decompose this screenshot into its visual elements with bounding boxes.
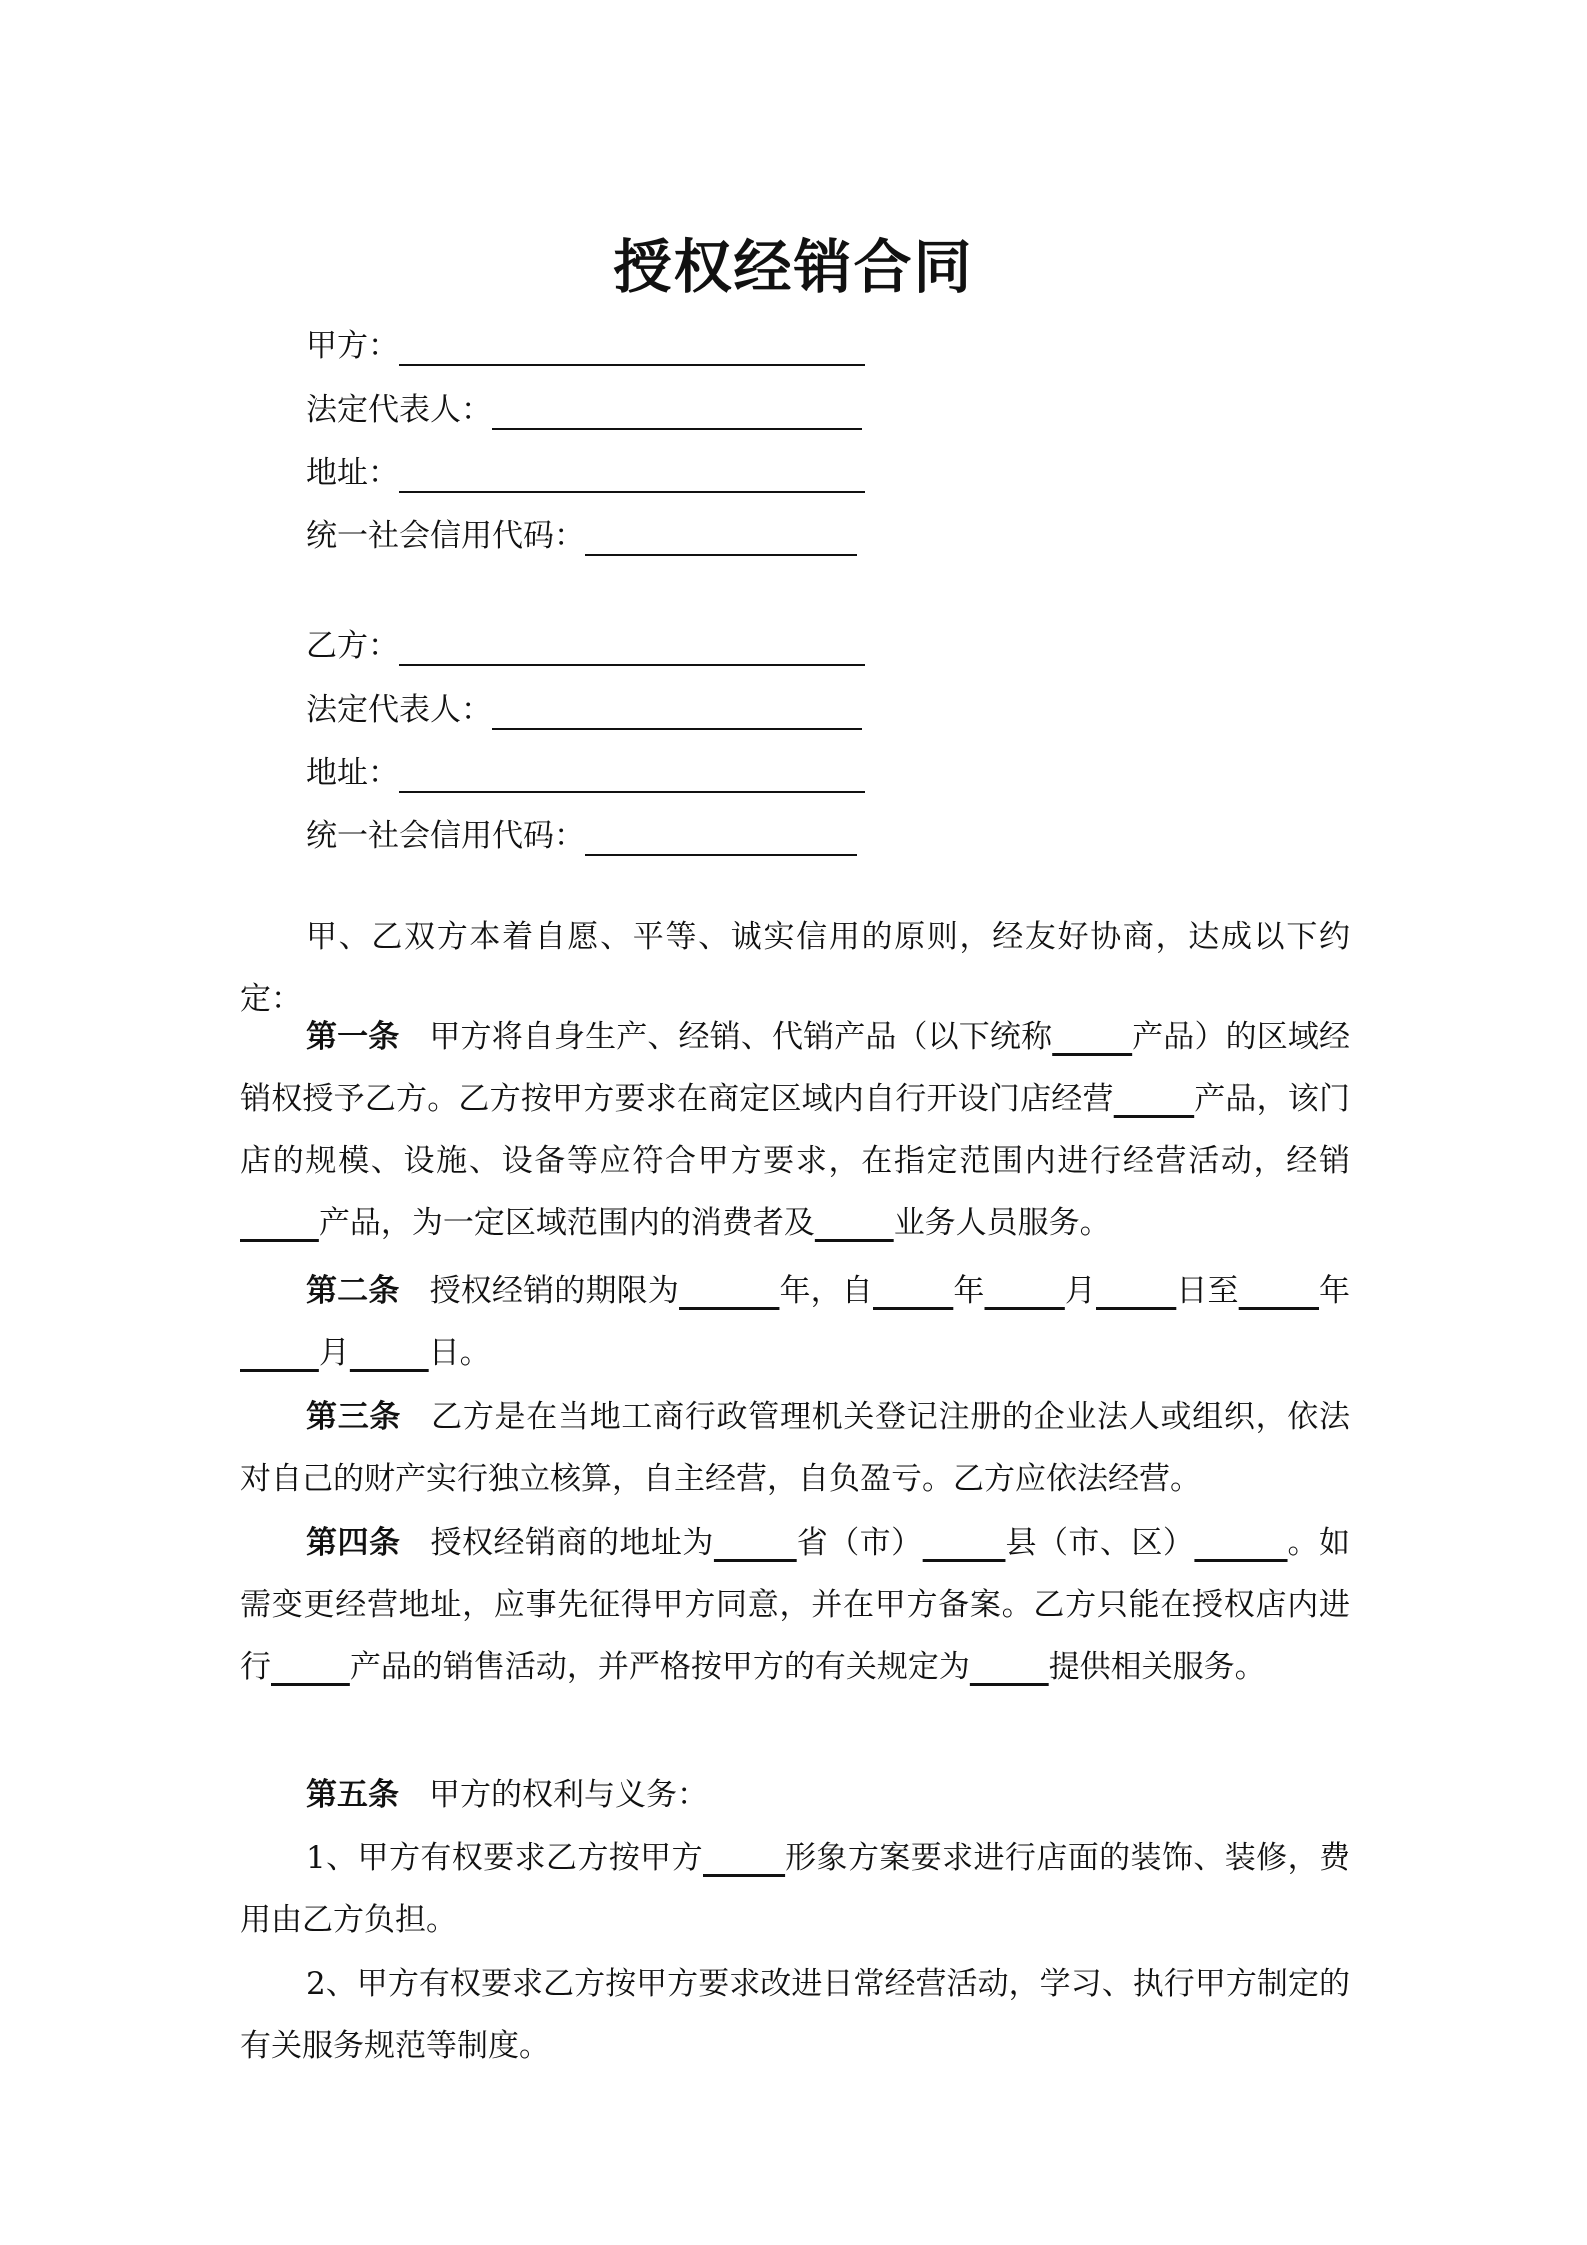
article-4-text-3: 县（市、区） [1005, 1525, 1195, 1561]
article-2-text-1: 授权经销的期限为 [429, 1273, 680, 1309]
article-1-text-4: 产品，为一定区域范围内的消费者及 [318, 1205, 815, 1241]
item-1-text-1: 1、甲方有权要求乙方按甲方 [306, 1840, 703, 1876]
article-2-title: 第二条 [306, 1273, 400, 1309]
article-2-text-3: 年 [953, 1273, 985, 1309]
article-1-blank-3[interactable] [240, 1205, 319, 1241]
article-3-title: 第三条 [306, 1399, 402, 1435]
article-4-text-2: 省（市） [796, 1525, 923, 1561]
article-4-blank-service[interactable] [970, 1649, 1049, 1685]
article-4-title: 第四条 [306, 1525, 401, 1561]
party-b-address-label: 地址： [306, 755, 399, 791]
article-4-text-1: 授权经销商的地址为 [430, 1525, 714, 1561]
party-a-rep-field [306, 382, 862, 430]
article-5-text: 甲方的权利与义务： [429, 1777, 708, 1813]
article-1-blank-4[interactable] [815, 1205, 894, 1241]
party-b-code-label: 统一社会信用代码： [306, 818, 585, 854]
article-1-text-2: 产品）的区域经销权授予乙方。乙方按甲方要求在商定区域内自行开设门店经营 [240, 1019, 1351, 1117]
party-b-address-field [306, 745, 865, 793]
party-a-name-field [306, 318, 865, 366]
party-b-rep-field [306, 682, 862, 730]
party-b-name-label: 乙方： [306, 628, 399, 664]
article-1-text-1: 甲方将自身生产、经销、代销产品（以下统称 [429, 1019, 1053, 1055]
party-a-name-label: 甲方： [306, 328, 399, 364]
party-a-code-blank[interactable] [585, 520, 857, 556]
party-a-code-field [306, 508, 857, 556]
article-1-title: 第一条 [306, 1019, 400, 1055]
article-4-text-5: 产品的销售活动，并严格按甲方的有关规定为 [349, 1649, 970, 1685]
party-b-name-blank[interactable] [399, 630, 865, 666]
article-2-blank-start-month[interactable] [985, 1273, 1065, 1309]
article-5 [240, 1764, 1350, 1826]
article-1-text-3: 产品，该门店的规模、设施、设备等应符合甲方要求，在指定范围内进行经营活动，经销 [240, 1081, 1351, 1179]
article-1-blank-1[interactable] [1052, 1019, 1132, 1055]
article-4-blank-product[interactable] [271, 1649, 350, 1685]
party-b-address-blank[interactable] [399, 757, 865, 793]
article-3-text: 乙方是在当地工商行政管理机关登记注册的企业法人或组织，依法对自己的财产实行独立核算，自主经营，自负盈亏。乙方应依法经营。 [240, 1399, 1351, 1497]
article-2-blank-start-day[interactable] [1096, 1273, 1176, 1309]
article-1 [240, 1006, 1350, 1254]
party-b-code-field [306, 808, 857, 856]
party-a-address-field [306, 445, 865, 493]
article-2-text-7: 月 [318, 1335, 350, 1371]
item-2-text: 2、甲方有权要求乙方按甲方要求改进日常经营活动，学习、执行甲方制定的有关服务规范等制度。 [240, 1966, 1350, 2064]
article-4 [240, 1512, 1350, 1698]
item-2 [240, 1953, 1350, 2077]
party-a-name-blank[interactable] [399, 330, 865, 366]
article-1-blank-2[interactable] [1114, 1081, 1194, 1117]
party-b-rep-label: 法定代表人： [306, 692, 492, 728]
article-5-title: 第五条 [306, 1777, 399, 1813]
party-a-address-blank[interactable] [399, 457, 865, 493]
item-1 [240, 1827, 1350, 1951]
item-1-blank-image[interactable] [703, 1840, 785, 1876]
article-2 [240, 1260, 1350, 1384]
party-a-rep-label: 法定代表人： [306, 392, 492, 428]
article-4-blank-detail[interactable] [1194, 1525, 1287, 1561]
article-4-text-6: 提供相关服务。 [1048, 1649, 1266, 1685]
article-2-text-6: 年 [1319, 1273, 1350, 1309]
article-2-text-2: 年，自 [779, 1273, 873, 1309]
party-a-code-label: 统一社会信用代码： [306, 518, 585, 554]
party-a-rep-blank[interactable] [492, 394, 862, 430]
preamble-text: 甲、乙双方本着自愿、平等、诚实信用的原则，经友好协商，达成以下约定： [240, 919, 1350, 1017]
article-2-blank-start-year[interactable] [873, 1273, 953, 1309]
item-1-text-2: 形象方案要求进行店面的装饰、装修，费用由乙方负担。 [240, 1840, 1350, 1938]
party-b-name-field [306, 618, 865, 666]
article-2-blank-end-day[interactable] [350, 1335, 429, 1371]
article-2-text-5: 日至 [1176, 1273, 1239, 1309]
article-4-blank-province[interactable] [714, 1525, 797, 1561]
article-2-blank-end-month[interactable] [240, 1335, 319, 1371]
article-2-text-4: 月 [1064, 1273, 1096, 1309]
article-4-text-4: 。如需变更经营地址，应事先征得甲方同意，并在甲方备案。乙方只能在授权店内进行 [240, 1525, 1351, 1685]
article-2-text-8: 日。 [428, 1335, 491, 1371]
article-2-blank-years[interactable] [679, 1273, 779, 1309]
article-1-text-5: 业务人员服务。 [893, 1205, 1111, 1241]
document-title: 授权经销合同 [613, 233, 974, 301]
party-b-rep-blank[interactable] [492, 694, 862, 730]
article-4-blank-county[interactable] [923, 1525, 1006, 1561]
party-b-code-blank[interactable] [585, 820, 857, 856]
party-a-address-label: 地址： [306, 455, 399, 491]
article-2-blank-end-year[interactable] [1239, 1273, 1319, 1309]
article-3 [240, 1386, 1350, 1510]
